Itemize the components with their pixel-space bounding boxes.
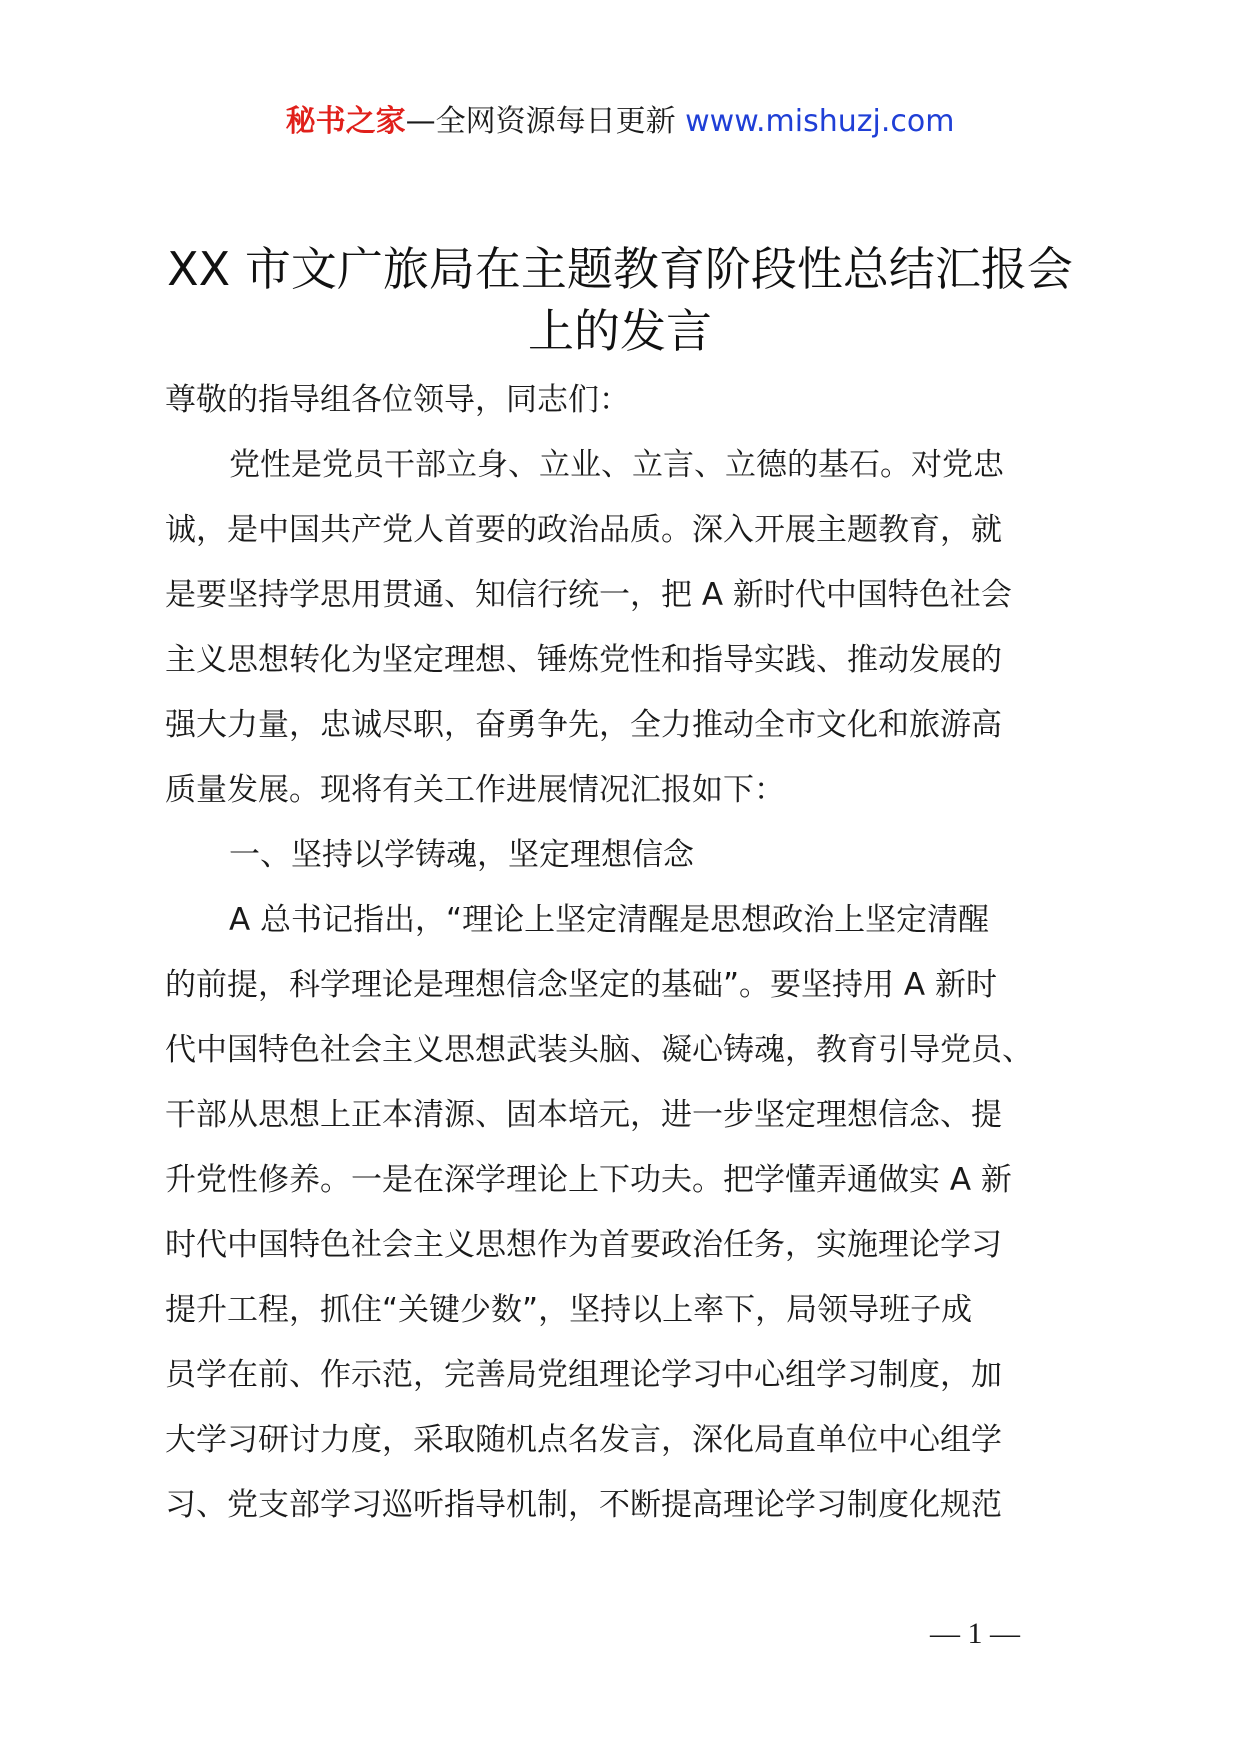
paragraph-line: 大学习研讨力度，采取随机点名发言，深化局直单位中心组学 — [165, 1422, 1002, 1458]
paragraph-line: 升党性修养。一是在深学理论上下功夫。把学懂弄通做实 A 新 — [165, 1162, 1012, 1198]
paragraph-line: 质量发展。现将有关工作进展情况汇报如下： — [165, 772, 785, 808]
document-title — [150, 238, 1090, 362]
paragraph-line: 代中国特色社会主义思想武装头脑、凝心铸魂，教育引导党员、 — [165, 1032, 1033, 1068]
paragraph-line: 的前提，科学理论是理想信念坚定的基础”。要坚持用 A 新时 — [165, 967, 997, 1003]
paragraph-line: 干部从思想上正本清源、固本培元，进一步坚定理想信念、提 — [165, 1097, 1002, 1133]
site-brand-name: 秘书之家 — [285, 104, 406, 139]
paragraph-line: 党性是党员干部立身、立业、立言、立德的基石。对党忠 — [229, 447, 1004, 483]
page-number: — 1 — — [930, 1617, 1020, 1650]
document-body — [165, 368, 1095, 1538]
site-url-link[interactable]: www.mishuzj.com — [685, 104, 955, 139]
paragraph-line: 诚，是中国共产党人首要的政治品质。深入开展主题教育，就 — [165, 512, 1002, 548]
document-title-line-1: XX 市文广旅局在主题教育阶段性总结汇报会 — [167, 242, 1073, 296]
salutation: 尊敬的指导组各位领导，同志们： — [165, 382, 630, 418]
document-title-line-2: 上的发言 — [528, 304, 712, 358]
paragraph-line: A 总书记指出，“理论上坚定清醒是思想政治上坚定清醒 — [229, 902, 990, 938]
paragraph-line: 习、党支部学习巡听指导机制，不断提高理论学习制度化规范 — [165, 1487, 1002, 1523]
paragraph-line: 强大力量，忠诚尽职，奋勇争先，全力推动全市文化和旅游高 — [165, 707, 1002, 743]
site-header-banner — [0, 100, 1240, 144]
paragraph-line: 主义思想转化为坚定理想、锤炼党性和指导实践、推动发展的 — [165, 642, 1002, 678]
paragraph-line: 时代中国特色社会主义思想作为首要政治任务，实施理论学习 — [165, 1227, 1002, 1263]
section-heading: 一、坚持以学铸魂，坚定理想信念 — [229, 837, 694, 873]
site-tagline: —全网资源每日更新 — [405, 104, 686, 139]
paragraph-line: 员学在前、作示范，完善局党组理论学习中心组学习制度，加 — [165, 1357, 1002, 1393]
paragraph-line: 是要坚持学思用贯通、知信行统一，把 A 新时代中国特色社会 — [165, 577, 1012, 613]
paragraph-line: 提升工程，抓住“关键少数”，坚持以上率下，局领导班子成 — [165, 1292, 973, 1328]
